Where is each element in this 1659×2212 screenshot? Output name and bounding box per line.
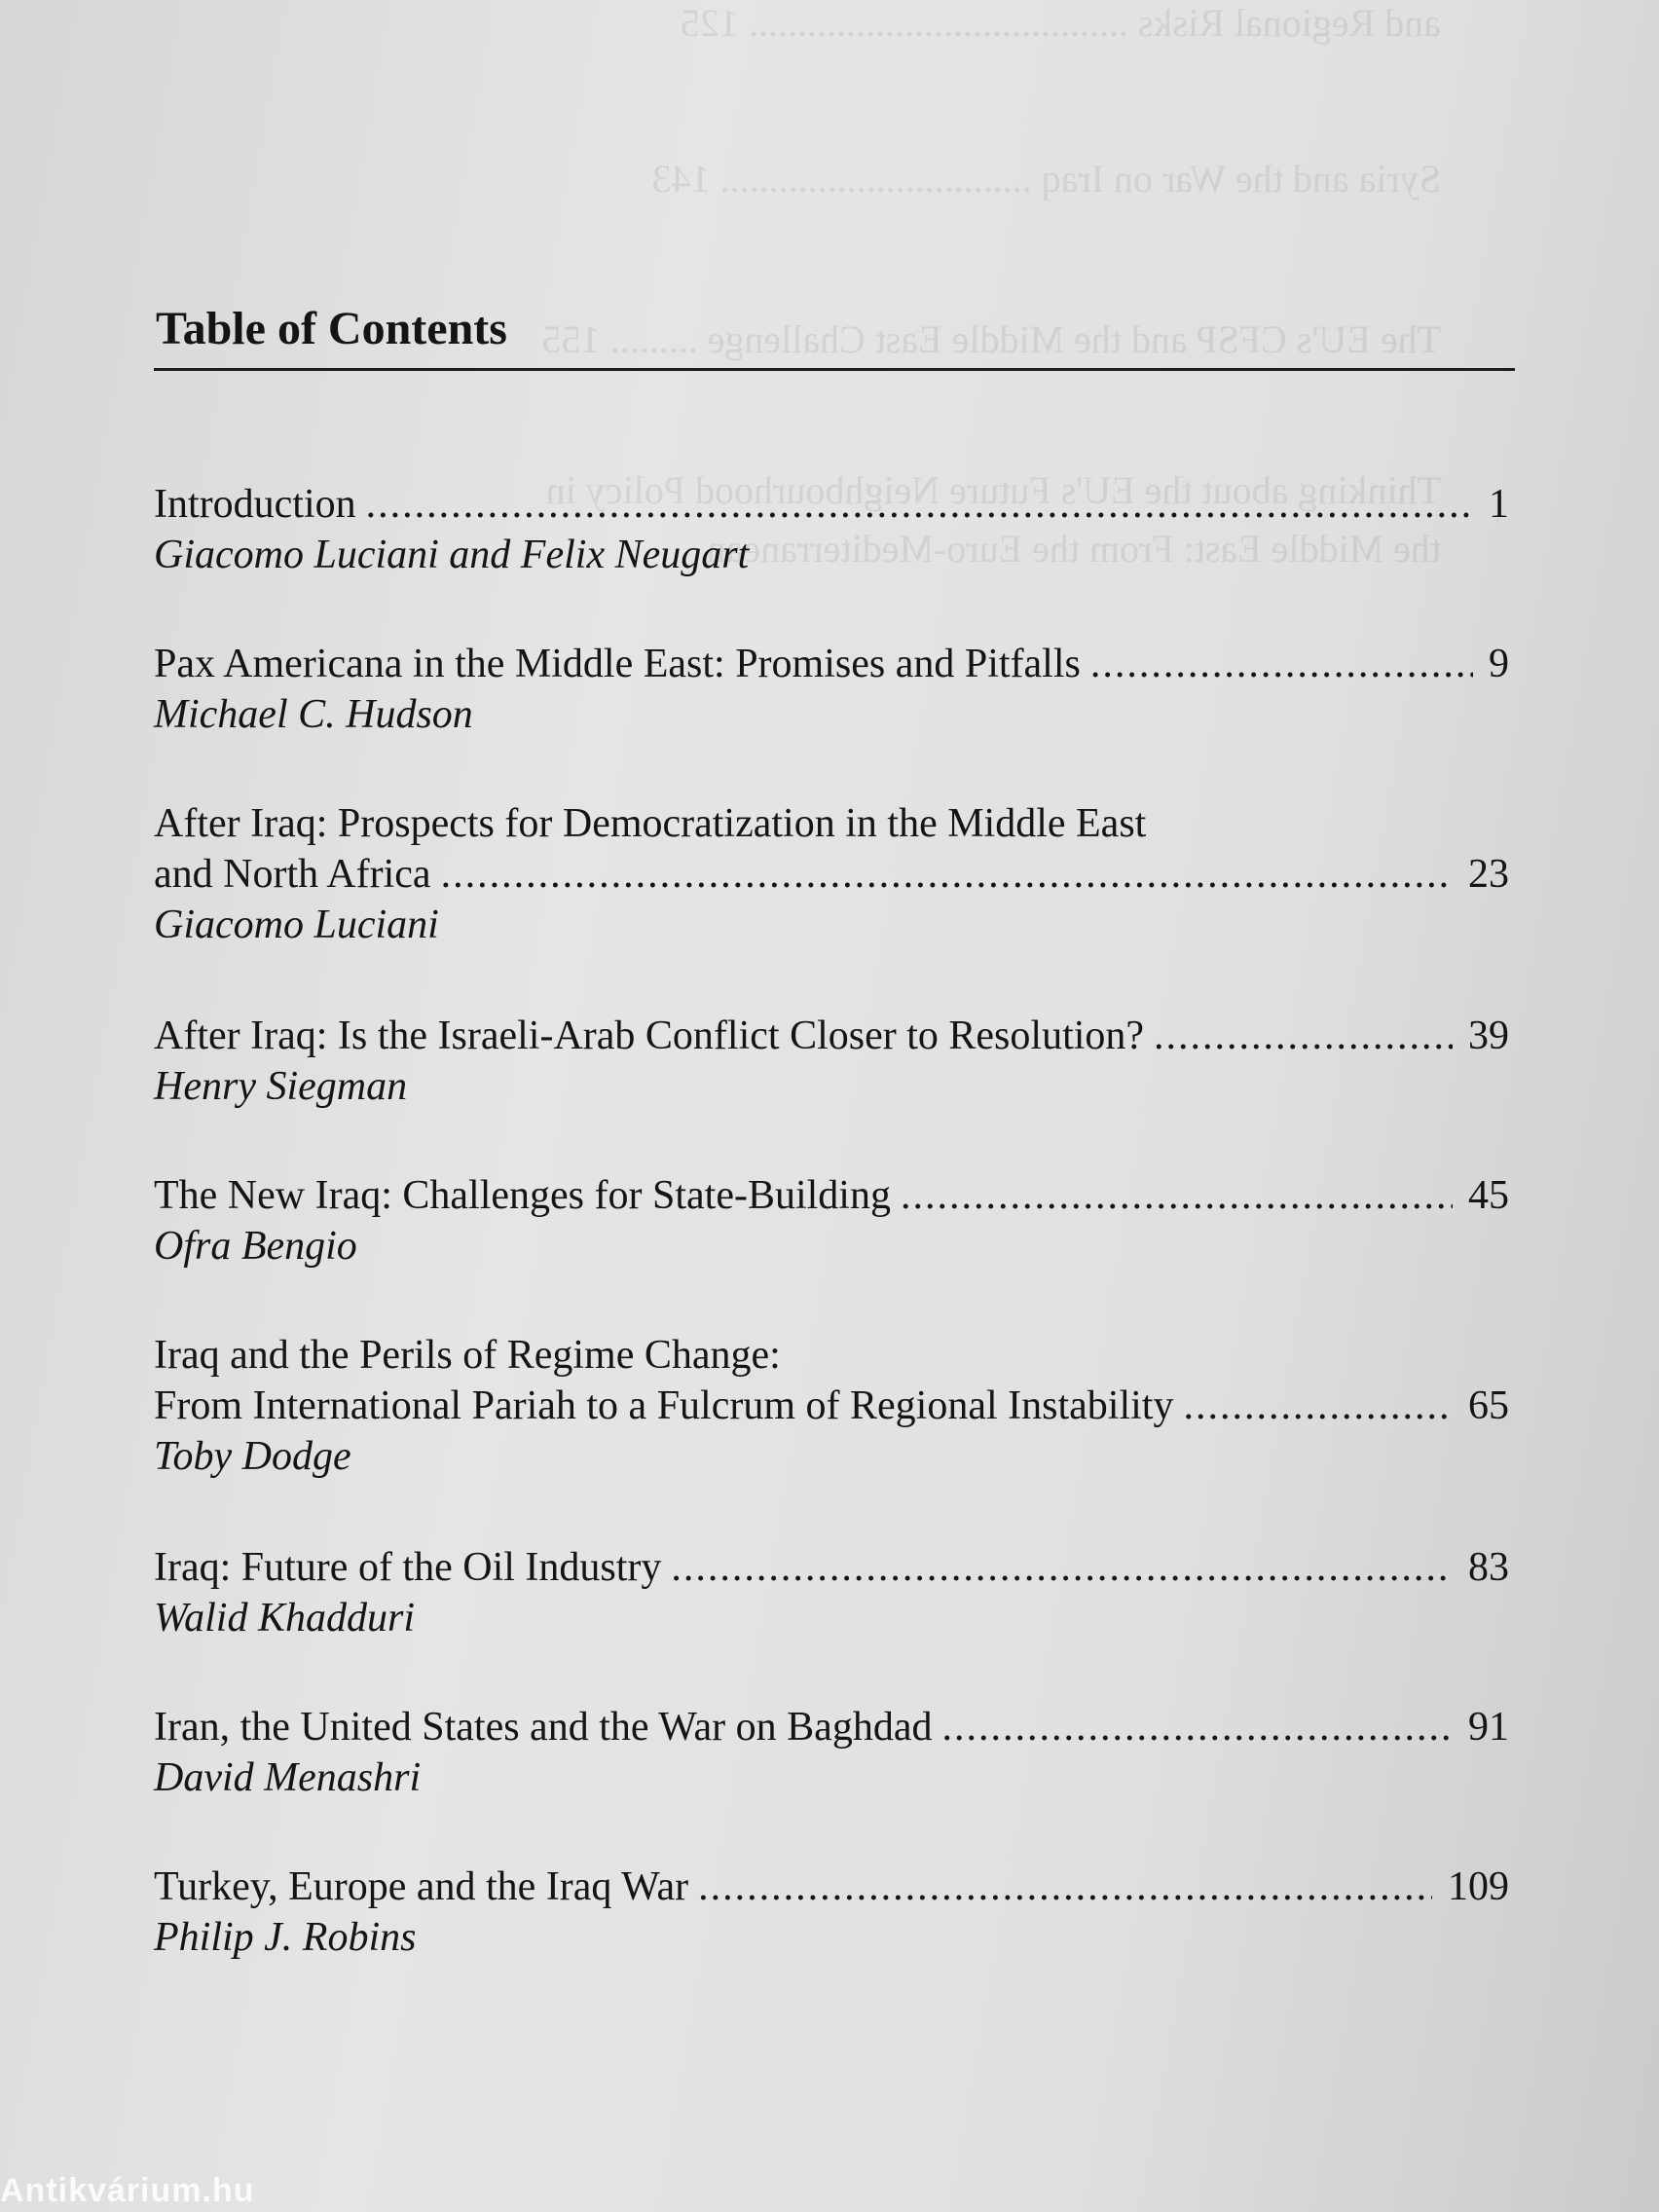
entry-title: The New Iraq: Challenges for State-Building [154, 1173, 891, 1218]
entry-author: Henry Siegman [154, 1064, 408, 1109]
entry-title-continued: From International Pariah to a Fulcrum of Regional Instability [154, 1383, 1174, 1428]
toc-entry-line [154, 1381, 1509, 1431]
toc-entry-line [154, 1542, 1509, 1593]
title-rule [154, 368, 1515, 371]
bleed-through-text: Syria and the War on Iraq ................................ 143 [651, 157, 1441, 201]
dot-leader [941, 1702, 1453, 1752]
page-number: 109 [1448, 1864, 1509, 1909]
toc-entry-line [154, 1330, 1509, 1381]
page-number: 9 [1489, 642, 1509, 686]
toc-entry[interactable] [154, 639, 1509, 740]
toc-entry[interactable] [154, 1170, 1509, 1272]
entry-author: Walid Khadduri [154, 1596, 415, 1641]
bleed-through-text: Thinking about the EU's Future Neighbourhood Policy in [545, 468, 1441, 512]
dot-leader [441, 849, 1453, 900]
dot-leader [366, 479, 1473, 530]
entry-title: Turkey, Europe and the Iraq War [154, 1864, 689, 1909]
toc-entry-line [154, 798, 1509, 849]
bleed-through-text: and Regional Risks ....................................... 125 [680, 1, 1441, 45]
entry-title: Introduction [154, 482, 356, 527]
entry-author: Philip J. Robins [154, 1915, 417, 1960]
toc-entry-line [154, 849, 1509, 900]
toc-entry-line [154, 1170, 1509, 1221]
entry-title: Iraq: Future of the Oil Industry [154, 1545, 662, 1590]
dot-leader [1090, 639, 1473, 689]
bleed-through-text: the Middle East: From the Euro-Mediterranean [706, 527, 1441, 571]
entry-author: Toby Dodge [154, 1434, 351, 1479]
toc-entry[interactable] [154, 1542, 1509, 1643]
toc-entry[interactable] [154, 1011, 1509, 1112]
entry-title: After Iraq: Is the Israeli-Arab Conflict Closer to Resolution? [154, 1014, 1145, 1058]
page-number: 39 [1468, 1014, 1509, 1058]
toc-entry[interactable] [154, 479, 1509, 580]
dot-leader [901, 1170, 1453, 1221]
toc-entry-line [154, 1862, 1509, 1912]
entry-title: Iran, the United States and the War on Baghdad [154, 1705, 933, 1750]
entry-author: David Menashri [154, 1755, 422, 1800]
dot-leader [1154, 1011, 1453, 1061]
entry-author: Giacomo Luciani [154, 903, 439, 947]
entry-title: Iraq and the Perils of Regime Change: [154, 1333, 781, 1378]
toc-entry-line [154, 1702, 1509, 1752]
watermark: Antikvárium.hu [0, 2172, 255, 2209]
page-number: 65 [1468, 1383, 1509, 1428]
dot-leader [671, 1542, 1453, 1593]
entry-author: Ofra Bengio [154, 1224, 357, 1269]
page-number: 1 [1489, 482, 1509, 527]
toc-entry[interactable] [154, 798, 1509, 950]
toc-entry-line [154, 1011, 1509, 1061]
toc-entry-line [154, 639, 1509, 689]
toc-entry-line [154, 479, 1509, 530]
entry-title: After Iraq: Prospects for Democratization in the Middle East [154, 801, 1147, 846]
dot-leader [1183, 1381, 1453, 1431]
page-title: Table of Contents [156, 303, 507, 354]
toc-entry[interactable] [154, 1862, 1509, 1963]
page-number: 91 [1468, 1705, 1509, 1750]
entry-title-continued: and North Africa [154, 852, 431, 897]
page-number: 45 [1468, 1173, 1509, 1218]
toc-entry[interactable] [154, 1330, 1509, 1482]
dot-leader [698, 1862, 1432, 1912]
toc-entry[interactable] [154, 1702, 1509, 1803]
entry-author: Michael C. Hudson [154, 692, 473, 737]
entry-title: Pax Americana in the Middle East: Promises and Pitfalls [154, 642, 1081, 686]
bleed-through-text: The EU's CFSP and the Middle East Challenge ......... 155 [541, 317, 1441, 361]
entry-author: Giacomo Luciani and Felix Neugart [154, 533, 750, 577]
page-number: 83 [1468, 1545, 1509, 1590]
page-number: 23 [1468, 852, 1509, 897]
